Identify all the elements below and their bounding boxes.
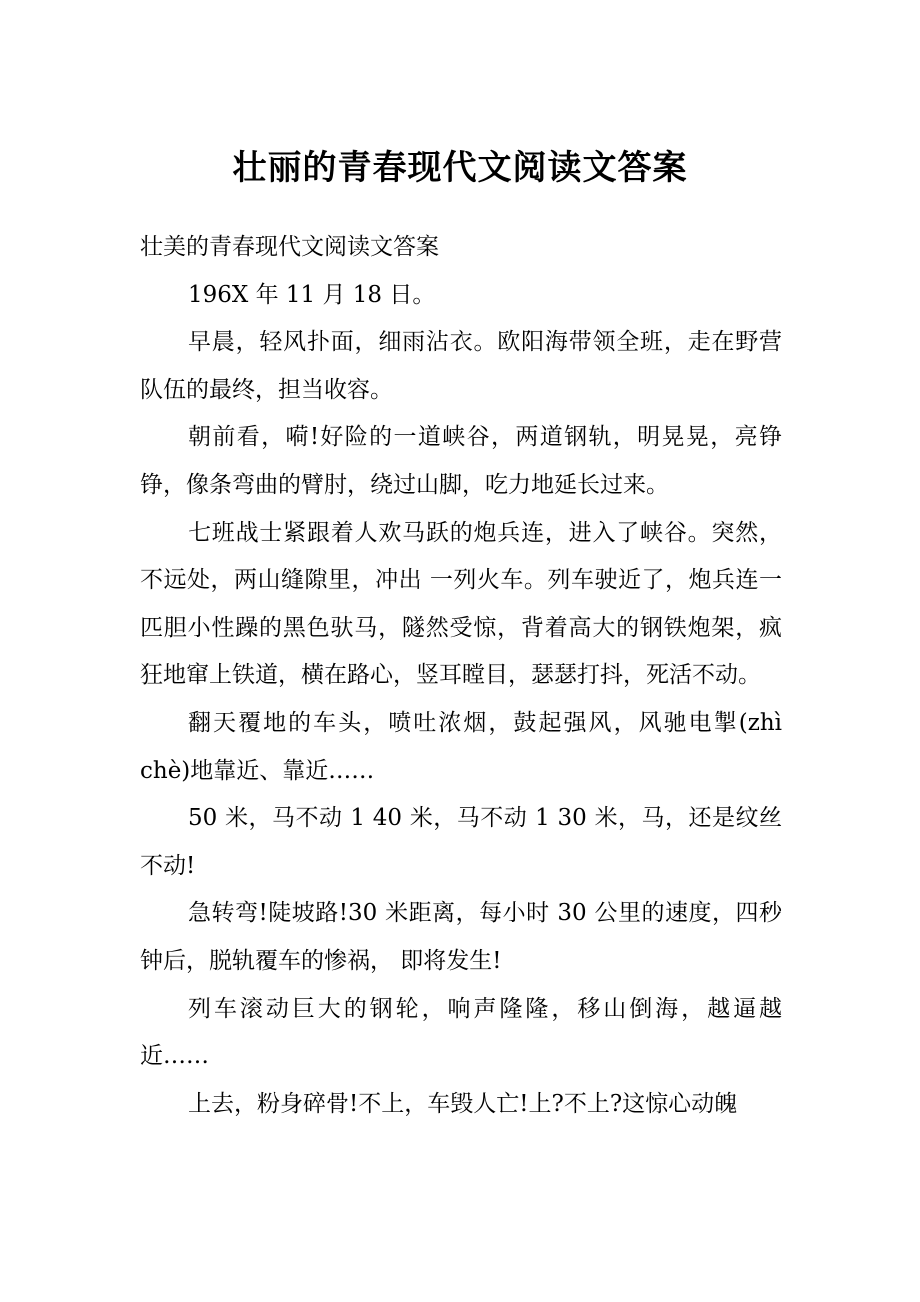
paragraph: 壮美的青春现代文阅读文答案	[140, 234, 439, 260]
paragraph: 急转弯!陡坡路!30 米距离，每小时 30 公里的速度，四秒钟后，脱轨覆车的惨祸， 即将发生!	[140, 900, 782, 974]
document-body	[140, 224, 782, 1128]
paragraph: 翻天覆地的车头，喷吐浓烟，鼓起强风，风驰电掣(zhì chè)地靠近、靠近……	[140, 709, 782, 784]
paragraph: 七班战士紧跟着人欢马跃的炮兵连，进入了峡谷。突然，不远处，两山缝隙里，冲出 一列火车。列车驶近了，炮兵连一匹胆小性躁的黑色驮马，隧然受惊，背着高大的钢铁炮架，疯狂地窜上铁道，横在路心，竖耳瞠目，瑟瑟打抖，死活不动。	[140, 519, 782, 689]
paragraph: 196X 年 11 月 18 日。	[188, 281, 436, 308]
paragraph: 朝前看，嗬!好险的一道峡谷，两道钢轨，明晃晃，亮铮铮，像条弯曲的臂肘，绕过山脚，吃力地延长过来。	[140, 424, 782, 498]
paragraph: 上去，粉身碎骨!不上，车毁人亡!上?不上?这惊心动魄	[188, 1090, 738, 1117]
paragraph: 50 米，马不动 1 40 米，马不动 1 30 米，马，还是纹丝不动!	[140, 805, 782, 879]
document-title: 壮丽的青春现代文阅读文答案	[232, 148, 688, 188]
paragraph: 早晨，轻风扑面，细雨沾衣。欧阳海带领全班，走在野营队伍的最终，担当收容。	[140, 329, 782, 403]
paragraph: 列车滚动巨大的钢轮，响声隆隆，移山倒海，越逼越近……	[140, 995, 782, 1070]
